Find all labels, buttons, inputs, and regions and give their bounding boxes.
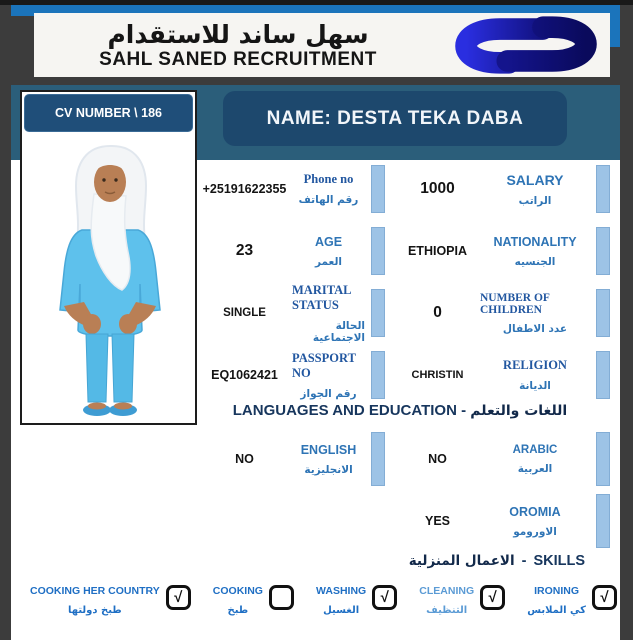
- label-bar: [371, 351, 385, 399]
- field-nationality: [395, 227, 620, 275]
- language-arabic: [395, 432, 620, 486]
- label-bar: [371, 227, 385, 275]
- language-oromia: [395, 494, 620, 548]
- field-age: [197, 227, 395, 275]
- phone-value: +25191622355: [202, 182, 287, 196]
- language-english: [197, 432, 395, 486]
- language-row: [197, 428, 620, 490]
- skills-heading-ar: الاعمال المنزلية: [408, 553, 515, 569]
- cv-number-label: CV NUMBER \ 186: [55, 106, 162, 120]
- children-label-en: NUMBER OF CHILDREN: [480, 291, 550, 316]
- passport-label-ar: رقم الجواز: [300, 387, 357, 400]
- english-label-en: ENGLISH: [300, 442, 357, 457]
- skill-label-ar: التنظيف: [426, 605, 468, 616]
- children-value: 0: [433, 304, 442, 321]
- oromia-label-ar: الاورومو: [513, 525, 557, 538]
- skill-label-en: COOKING: [212, 585, 263, 597]
- marital-status-value: SINGLE: [223, 307, 266, 319]
- skills-heading-en: SKILLS: [533, 553, 585, 569]
- skill-label-ar: طبخ دولتها: [67, 605, 122, 616]
- skill-label-en: CLEANING: [419, 585, 475, 597]
- phone-label-en: Phone no: [303, 172, 354, 186]
- salary-value: 1000: [420, 180, 455, 197]
- marital-status-label-en: MARITAL STATUS: [292, 282, 351, 312]
- salary-label-en: SALARY: [506, 171, 564, 188]
- religion-label-ar: الديانة: [519, 380, 551, 392]
- arabic-label-ar: العربية: [517, 462, 553, 475]
- skill-cooking-her-country: [30, 585, 191, 616]
- field-passport: [197, 351, 395, 400]
- label-bar: [596, 351, 610, 399]
- skill-label-ar: كي الملابس: [527, 605, 586, 616]
- checkbox-checked-icon: √: [480, 585, 505, 610]
- languages-heading: [200, 402, 600, 419]
- religion-label-en: RELIGION: [503, 358, 567, 372]
- candidate-name: NAME: DESTA TEKA DABA: [266, 107, 524, 129]
- oromia-value: YES: [424, 514, 450, 528]
- skill-ironing: [527, 585, 617, 616]
- arabic-value: NO: [428, 452, 447, 466]
- skill-washing: [316, 585, 397, 616]
- name-banner: [223, 91, 567, 146]
- label-bar: [596, 432, 610, 486]
- field-row: [197, 344, 620, 406]
- cv-number-header: [24, 94, 193, 132]
- skill-cooking: [213, 585, 294, 616]
- english-value: NO: [235, 452, 254, 466]
- passport-value: EQ1062421: [211, 368, 278, 382]
- field-phone: [197, 165, 395, 213]
- agency-titles: [34, 20, 442, 70]
- skills-heading: [409, 553, 585, 569]
- nationality-value: ETHIOPIA: [407, 244, 468, 258]
- skill-label-ar: طبخ: [227, 605, 249, 616]
- candidate-photo: [24, 134, 193, 421]
- phone-label-ar: رقم الهاتف: [298, 194, 359, 206]
- label-bar: [371, 289, 385, 337]
- agency-header: [34, 13, 610, 77]
- field-row: [197, 158, 620, 220]
- checkbox-checked-icon: √: [592, 585, 617, 610]
- field-salary: [395, 165, 620, 213]
- photo-card: [20, 90, 197, 425]
- label-bar: [596, 165, 610, 213]
- checkbox-empty-icon: [269, 585, 294, 610]
- skills-row: [30, 585, 617, 616]
- field-row: [197, 220, 620, 282]
- skill-label-en: COOKING HER COUNTRY: [30, 585, 160, 597]
- languages-heading-en: LANGUAGES AND EDUCATION: [232, 402, 457, 419]
- agency-title-english: SAHL SANED RECRUITMENT: [99, 49, 377, 71]
- age-value: 23: [235, 242, 254, 259]
- label-bar: [596, 289, 610, 337]
- skill-label-ar: الغسيل: [323, 605, 360, 616]
- passport-label-en: PASSPORT NO: [292, 350, 356, 380]
- label-bar: [371, 432, 385, 486]
- skill-cleaning: [419, 585, 505, 616]
- label-bar: [596, 227, 610, 275]
- agency-title-arabic: سهل ساند للاستقدام: [107, 19, 369, 49]
- skills-heading-sep: -: [521, 553, 527, 569]
- age-label-en: AGE: [314, 234, 343, 249]
- skill-label-en: WASHING: [316, 585, 367, 597]
- agency-logo-icon: [442, 14, 610, 76]
- language-row: [197, 490, 620, 552]
- marital-status-label-ar: الحالة الاجتماعية: [312, 319, 365, 344]
- nationality-label-ar: الجنسيه: [514, 255, 556, 268]
- languages-grid: [197, 428, 620, 552]
- field-marital-status: [197, 283, 395, 344]
- children-label-ar: عدد الاطفال: [502, 322, 568, 335]
- checkbox-checked-icon: √: [166, 585, 191, 610]
- field-children: [395, 289, 620, 337]
- personal-fields: [197, 158, 620, 406]
- languages-heading-ar: اللغات والتعلم: [470, 403, 568, 419]
- age-label-ar: العمر: [314, 255, 343, 268]
- skill-label-en: IRONING: [534, 585, 580, 597]
- label-bar: [596, 494, 610, 548]
- salary-label-ar: الراتب: [518, 194, 552, 207]
- label-bar: [371, 165, 385, 213]
- arabic-label-en: ARABIC: [512, 443, 558, 456]
- checkbox-checked-icon: √: [372, 585, 397, 610]
- languages-heading-sep: -: [461, 402, 467, 419]
- nationality-label-en: NATIONALITY: [493, 234, 577, 249]
- english-label-ar: الانجليزية: [304, 463, 353, 476]
- field-row: [197, 282, 620, 344]
- field-religion: [395, 351, 620, 399]
- religion-value: CHRISTIN: [411, 369, 464, 381]
- oromia-label-en: OROMIA: [509, 504, 561, 519]
